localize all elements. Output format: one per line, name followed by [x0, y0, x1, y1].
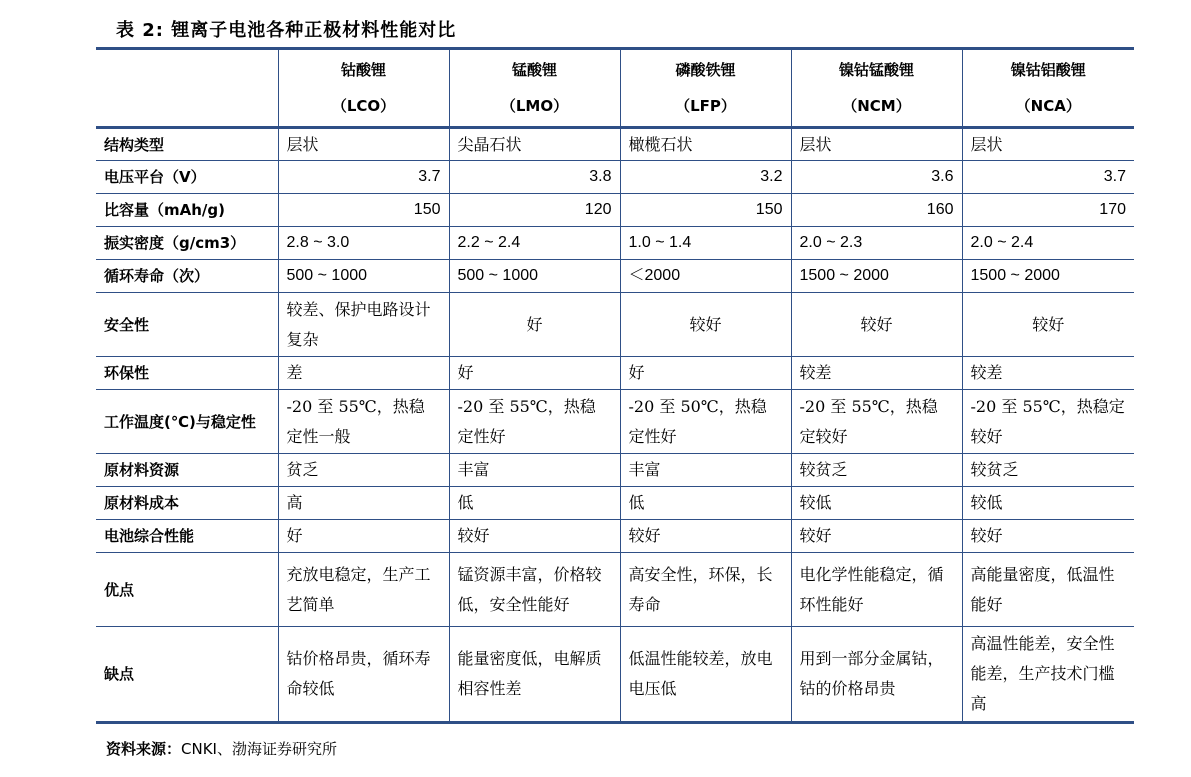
- table-cell: 高安全性，环保，长寿命: [620, 553, 791, 627]
- table-row: [96, 454, 1134, 487]
- table-cell: 能量密度低，电解质相容性差: [449, 627, 620, 723]
- table-cell: 500 ~ 1000: [449, 260, 620, 293]
- table-cell: 3.7: [962, 161, 1134, 194]
- table-cell: 2.0 ~ 2.3: [791, 227, 962, 260]
- column-name: 磷酸铁锂: [675, 61, 736, 79]
- table-cell: -20 至 50℃，热稳定性好: [620, 390, 791, 454]
- column-name: 镍钴铝酸锂: [1010, 61, 1086, 79]
- table-cell: 低: [620, 487, 791, 520]
- column-code: （LFP）: [675, 97, 736, 115]
- table-cell: 160: [791, 194, 962, 227]
- table-cell: -20 至 55℃，热稳定较好: [791, 390, 962, 454]
- table-row: [96, 553, 1134, 627]
- header-cell-lco: [278, 49, 449, 128]
- table-cell: 较低: [791, 487, 962, 520]
- source-label: 资料来源：: [106, 740, 182, 758]
- table-cell: 3.7: [278, 161, 449, 194]
- table-cell: 较好: [791, 293, 962, 357]
- table-cell: ＜2000: [620, 260, 791, 293]
- table-cell: 锰资源丰富，价格较低，安全性能好: [449, 553, 620, 627]
- table-cell: 层状: [278, 128, 449, 161]
- row-label: 环保性: [96, 357, 278, 390]
- comparison-table-container: [96, 47, 1134, 724]
- table-cell: -20 至 55℃，热稳定较好: [962, 390, 1134, 454]
- table-title: 表 2: 锂离子电池各种正极材料性能对比: [116, 20, 457, 41]
- table-cell: 用到一部分金属钴，钴的价格昂贵: [791, 627, 962, 723]
- table-cell: 较贫乏: [791, 454, 962, 487]
- table-cell: 层状: [962, 128, 1134, 161]
- header-cell-lfp: [620, 49, 791, 128]
- table-cell: 好: [449, 357, 620, 390]
- source-note: [106, 738, 337, 759]
- table-cell: 较低: [962, 487, 1134, 520]
- row-label: 原材料资源: [96, 454, 278, 487]
- table-cell: 充放电稳定，生产工艺简单: [278, 553, 449, 627]
- table-row: [96, 260, 1134, 293]
- table-cell: 170: [962, 194, 1134, 227]
- table-cell: 钴价格昂贵，循环寿命较低: [278, 627, 449, 723]
- table-row: [96, 227, 1134, 260]
- table-cell: 较差: [962, 357, 1134, 390]
- table-cell: 120: [449, 194, 620, 227]
- table-cell: 150: [620, 194, 791, 227]
- table-cell: 较好: [449, 520, 620, 553]
- row-label: 工作温度(℃)与稳定性: [96, 390, 278, 454]
- column-code: （LMO）: [500, 97, 569, 115]
- table-cell: 高: [278, 487, 449, 520]
- table-cell: 2.2 ~ 2.4: [449, 227, 620, 260]
- table-cell: 3.8: [449, 161, 620, 194]
- row-label: 电压平台（V）: [96, 161, 278, 194]
- header-corner-cell: [96, 49, 278, 128]
- table-cell: 差: [278, 357, 449, 390]
- table-cell: 电化学性能稳定，循环性能好: [791, 553, 962, 627]
- table-cell: 好: [620, 357, 791, 390]
- table-row: [96, 293, 1134, 357]
- header-row: [96, 49, 1134, 128]
- table-cell: 1500 ~ 2000: [962, 260, 1134, 293]
- table-cell: -20 至 55℃，热稳定性一般: [278, 390, 449, 454]
- source-text: CNKI、渤海证券研究所: [181, 740, 337, 758]
- table-cell: 较好: [962, 520, 1134, 553]
- column-name: 锰酸锂: [511, 61, 557, 79]
- table-cell: 较好: [620, 520, 791, 553]
- table-cell: 橄榄石状: [620, 128, 791, 161]
- table-cell: 较差、保护电路设计复杂: [278, 293, 449, 357]
- table-row: [96, 390, 1134, 454]
- row-label: 缺点: [96, 627, 278, 723]
- row-label: 安全性: [96, 293, 278, 357]
- row-label: 振实密度（g/cm3）: [96, 227, 278, 260]
- row-label: 优点: [96, 553, 278, 627]
- header-cell-nca: [962, 49, 1134, 128]
- table-cell: 150: [278, 194, 449, 227]
- row-label: 比容量（mAh/g): [96, 194, 278, 227]
- table-row: [96, 357, 1134, 390]
- table-cell: 较差: [791, 357, 962, 390]
- table-cell: 较好: [962, 293, 1134, 357]
- row-label: 原材料成本: [96, 487, 278, 520]
- column-code: （NCM）: [842, 97, 911, 115]
- table-cell: 丰富: [449, 454, 620, 487]
- table-body: [96, 128, 1134, 723]
- table-cell: 好: [278, 520, 449, 553]
- column-name: 镍钴锰酸锂: [838, 61, 914, 79]
- comparison-table: [96, 47, 1134, 724]
- table-cell: 好: [449, 293, 620, 357]
- table-cell: 2.0 ~ 2.4: [962, 227, 1134, 260]
- row-label: 循环寿命（次）: [96, 260, 278, 293]
- header-cell-lmo: [449, 49, 620, 128]
- table-cell: 较好: [791, 520, 962, 553]
- table-cell: 较贫乏: [962, 454, 1134, 487]
- table-cell: 低: [449, 487, 620, 520]
- row-label: 电池综合性能: [96, 520, 278, 553]
- table-cell: 较好: [620, 293, 791, 357]
- table-cell: 1.0 ~ 1.4: [620, 227, 791, 260]
- table-row: [96, 194, 1134, 227]
- row-label: 结构类型: [96, 128, 278, 161]
- table-row: [96, 520, 1134, 553]
- table-cell: 1500 ~ 2000: [791, 260, 962, 293]
- header-cell-ncm: [791, 49, 962, 128]
- table-cell: 贫乏: [278, 454, 449, 487]
- table-cell: 3.6: [791, 161, 962, 194]
- table-row: [96, 128, 1134, 161]
- table-cell: 低温性能较差，放电电压低: [620, 627, 791, 723]
- column-code: （NCA）: [1015, 97, 1081, 115]
- table-row: [96, 487, 1134, 520]
- table-cell: 高温性能差，安全性能差，生产技术门槛高: [962, 627, 1134, 723]
- table-cell: 500 ~ 1000: [278, 260, 449, 293]
- table-cell: 高能量密度，低温性能好: [962, 553, 1134, 627]
- table-cell: 丰富: [620, 454, 791, 487]
- table-cell: 3.2: [620, 161, 791, 194]
- table-cell: 尖晶石状: [449, 128, 620, 161]
- table-row: [96, 627, 1134, 723]
- table-row: [96, 161, 1134, 194]
- column-name: 钴酸锂: [340, 61, 386, 79]
- table-cell: 层状: [791, 128, 962, 161]
- column-code: （LCO）: [331, 97, 396, 115]
- table-cell: 2.8 ~ 3.0: [278, 227, 449, 260]
- table-cell: -20 至 55℃，热稳定性好: [449, 390, 620, 454]
